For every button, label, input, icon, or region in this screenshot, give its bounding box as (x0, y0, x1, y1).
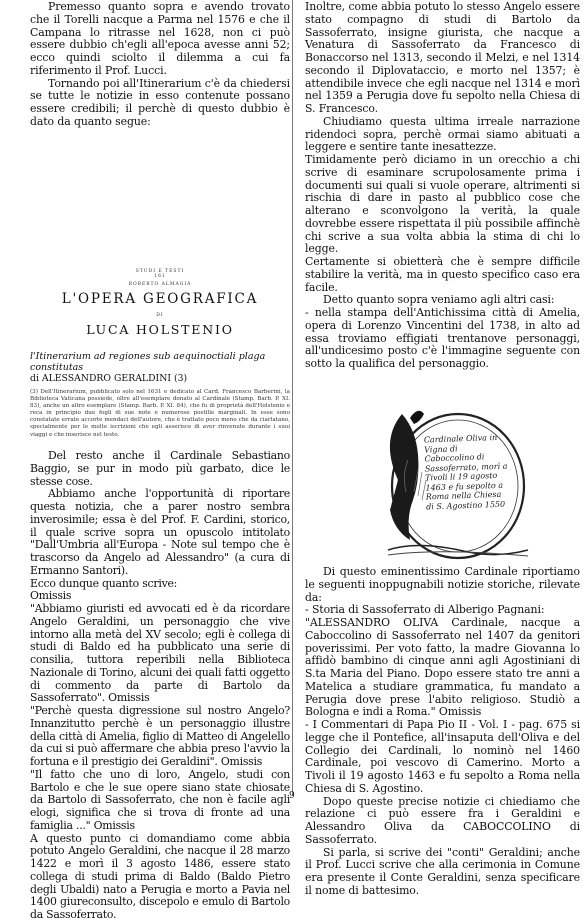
paragraph: Certamente si obietterà che è sempre difficile stabilire la verità, ma in questo specifico caso era facile. (305, 255, 580, 294)
left-column-top (30, 1, 290, 129)
book-cover-image (30, 269, 290, 441)
paragraph: - Storia di Sassoferrato di Alberigo Pagnani: (305, 603, 545, 617)
cover-title-name: LUCA HOLSTENIO (86, 322, 234, 337)
series-number: 161 (154, 274, 166, 279)
portrait-inscription: Cardinale Oliva in Vigna di Caboccolino di Sassoferrato, morì a Tivoli li 19 agosto 1463 e fu sepolto a Roma nella Chiesa di S. Agostino 1550 (423, 432, 508, 511)
footnote: (3) Dell'Itinerarium, pubblicato solo nel 1631 e dedicato al Card. Francesco Barberini, la Biblioteca Vaticana possiede, oltre all'esemplare donato al Cardinale (Stamp. Barb. P. XI. 83), anche un altro esemplare (Stamp. Barb. P. XI. 84), che fu di proprietà dell'Holstenio e reca in principio due fogli di sue note e numerose postille marginali. In esse sono constatate errate accorte mendaci dell'autore, che è trattato poco meno che da ciarlatano, specialmente per le molte iscrizioni che egli asserisce di aver rinvenute durante i suoi viaggi e che inserisce nel testo. (30, 389, 290, 438)
paragraph: Di questo eminentissimo Cardinale riportiamo le seguenti inoppugnabili notizie storiche, rilevate da: (305, 565, 580, 604)
paragraph: Del resto anche il Cardinale Sebastiano Baggio, se pur in modo più garbato, dice le stesse cose. (30, 449, 290, 488)
left-column-bottom (30, 450, 290, 922)
paragraph: Detto quanto sopra veniamo agli altri casi: (323, 293, 555, 307)
cover-author: ROBERTO ALMAGIÀ (128, 282, 192, 287)
paragraph: Inoltre, come abbia potuto lo stesso Angelo essere stato compagno di studi di Bartolo da Sassoferrato, insigne giurista, che nacque a Venatura di Sassoferrato da Francesco di Bonaccorso nel 1313, secondo il Melzi, e nel 1314 secondo il Diplovataccio, e morto nel 1357; è attendibile invece che egli nacque nel 1314 e morì nel 1359 a Perugia dove fu sepolto nella Chiesa di S. Francesco. (305, 0, 580, 115)
paragraph: Si parla, si scrive dei "conti" Geraldini; anche il Prof. Lucci scrive che alla cerimonia in Comune era presente il Conte Geraldini, senza specificare il nome di battesimo. (305, 845, 580, 897)
paragraph: - I Commentari di Papa Pio II - Vol. I - pag. 675 si legge che il Pontefice, all'insaputa dell'Oliva e del Collegio dei Cardinali, lo nominò nel 1460 Cardinale, poi vescovo di Camerino. Morto a Tivoli il 19 agosto 1463 e fu sepolto a Roma nella Chiesa di S. Agostino. (305, 718, 580, 795)
paragraph: Premesso quanto sopra e avendo trovato che il Torelli nacque a Parma nel 1576 e che il Campana lo ritrasse nel 1628, non ci può essere dubbio ch'egli all'epoca avesse anni 52; ecco quindi sciolto il dilemma a cui fa riferimento il Prof. Lucci. (30, 0, 290, 77)
paragraph: Chiudiamo questa ultima irreale narrazione ridendoci sopra, perchè ormai siamo abituati a leggere e sentire tante inesattezze. (305, 114, 580, 154)
page-number: 9 (289, 791, 295, 801)
series-label: STUDI E TESTI (135, 269, 185, 274)
paragraph: Ecco dunque quanto scrive: (30, 576, 178, 590)
right-column-top (305, 1, 580, 371)
paragraph: "Abbiamo giuristi ed avvocati ed è da ricordare Angelo Geraldini, un personaggio che vive intorno alla metà del XV secolo; egli è collega di studi di Baldo ed ha pubblicato una serie di consilia, tuttora reperibili nella Biblioteca Nazionale di Torino, alcuni dei quali fatti oggetto di commento da parte di Bartolo da Sassoferrato". Omissis (30, 602, 290, 705)
cover-di: DI (156, 313, 164, 318)
cover-title: L'OPERA GEOGRAFICA (61, 291, 259, 307)
paragraph: Abbiamo anche l'opportunità di riportare questa notizia, che a parer nostro sembra inverosimile; essa è del Prof. F. Cardini, storico, il quale scrive sopra un opuscolo intitolato "Dall'Umbria all'Europa - Note sul tempo che è trascorso da Angelo ad Alessandro" (a cura di Ermanno Santori). (30, 487, 290, 577)
paragraph: Omissis (30, 589, 72, 603)
paragraph: A questo punto ci domandiamo come abbia potuto Angelo Geraldini, che nacque il 28 marzo 1422 e morì il 3 agosto 1486, essere stato collega di studi prima di Baldo (Baldo Pietro degli Ubaldi) nato a Perugia e morto a Pavia nel 1400 giureconsulto, discepolo e emulo di Bartolo da Sassoferrato. (30, 831, 290, 921)
paragraph: - nella stampa dell'Antichissima città di Amelia, opera di Lorenzo Vincentini del 1738, in alto ad essa troviamo effigiati trentanove personaggi, all'undicesimo posto c'è l'immagine seguente con sotto la qualifica del personaggio. (305, 306, 580, 370)
column-divider (292, 0, 293, 796)
paragraph: "ALESSANDRO OLIVA Cardinale, nacque a Caboccolino di Sassoferrato nel 1407 da genitori poverissimi. Per voto fatto, la madre Giovanna lo affidò bambino di cinque anni agli Agostiniani di S.ta Maria del Piano. Dopo essere stato tre anni a Matelica a studiare grammatica, fu mandato a Perugia dove prese l'abito religioso. Studiò a Bologna e indi a Roma." Omissis (305, 616, 580, 719)
itinerarium-title: l'Itinerarium ad regiones sub aequinoctiali plaga constitutas (30, 351, 266, 373)
paragraph: Tornando poi all'Itinerarium c'è da chiedersi se tutte le notizie in esso contenute possano essere credibili; il perchè di questo dubbio è dato da quanto segue: (30, 76, 290, 128)
paragraph: "Perchè questa digressione sul nostro Angelo? Innanzitutto perchè è un personaggio illustre della città di Amelia, figlio di Matteo di Angelello da cui si può affermare che abbia preso l'avvio la fortuna e il prestigio dei Geraldini". Omissis (30, 704, 290, 768)
paragraph: Timidamente però diciamo in un orecchio a chi scrive di esaminare scrupolosamente prima i documenti sui quali si vuole operare, altrimenti si rischia di dare in pasto al pubblico cose che alterano e sconvolgono la verità, la quale dovrebbe essere rispettata il più possibile affinchè chi scrive a sua volta abbia la stima di chi lo legge. (305, 153, 580, 256)
itinerarium-author: di ALESSANDRO GERALDINI (3) (30, 373, 188, 384)
right-column-bottom (305, 566, 580, 898)
paragraph: Dopo queste precise notizie ci chiediamo che relazione ci può essere fra i Geraldini e Alessandro Oliva da CABOCCOLINO di Sassoferrato. (305, 794, 580, 846)
paragraph: "Il fatto che uno di loro, Angelo, studi con Bartolo e che le sue opere siano state chiosate da Bartolo di Sassoferrato, che non è facile agli elogi, significa che si trova di fronte ad una famiglia ..." Omissis (30, 767, 290, 832)
